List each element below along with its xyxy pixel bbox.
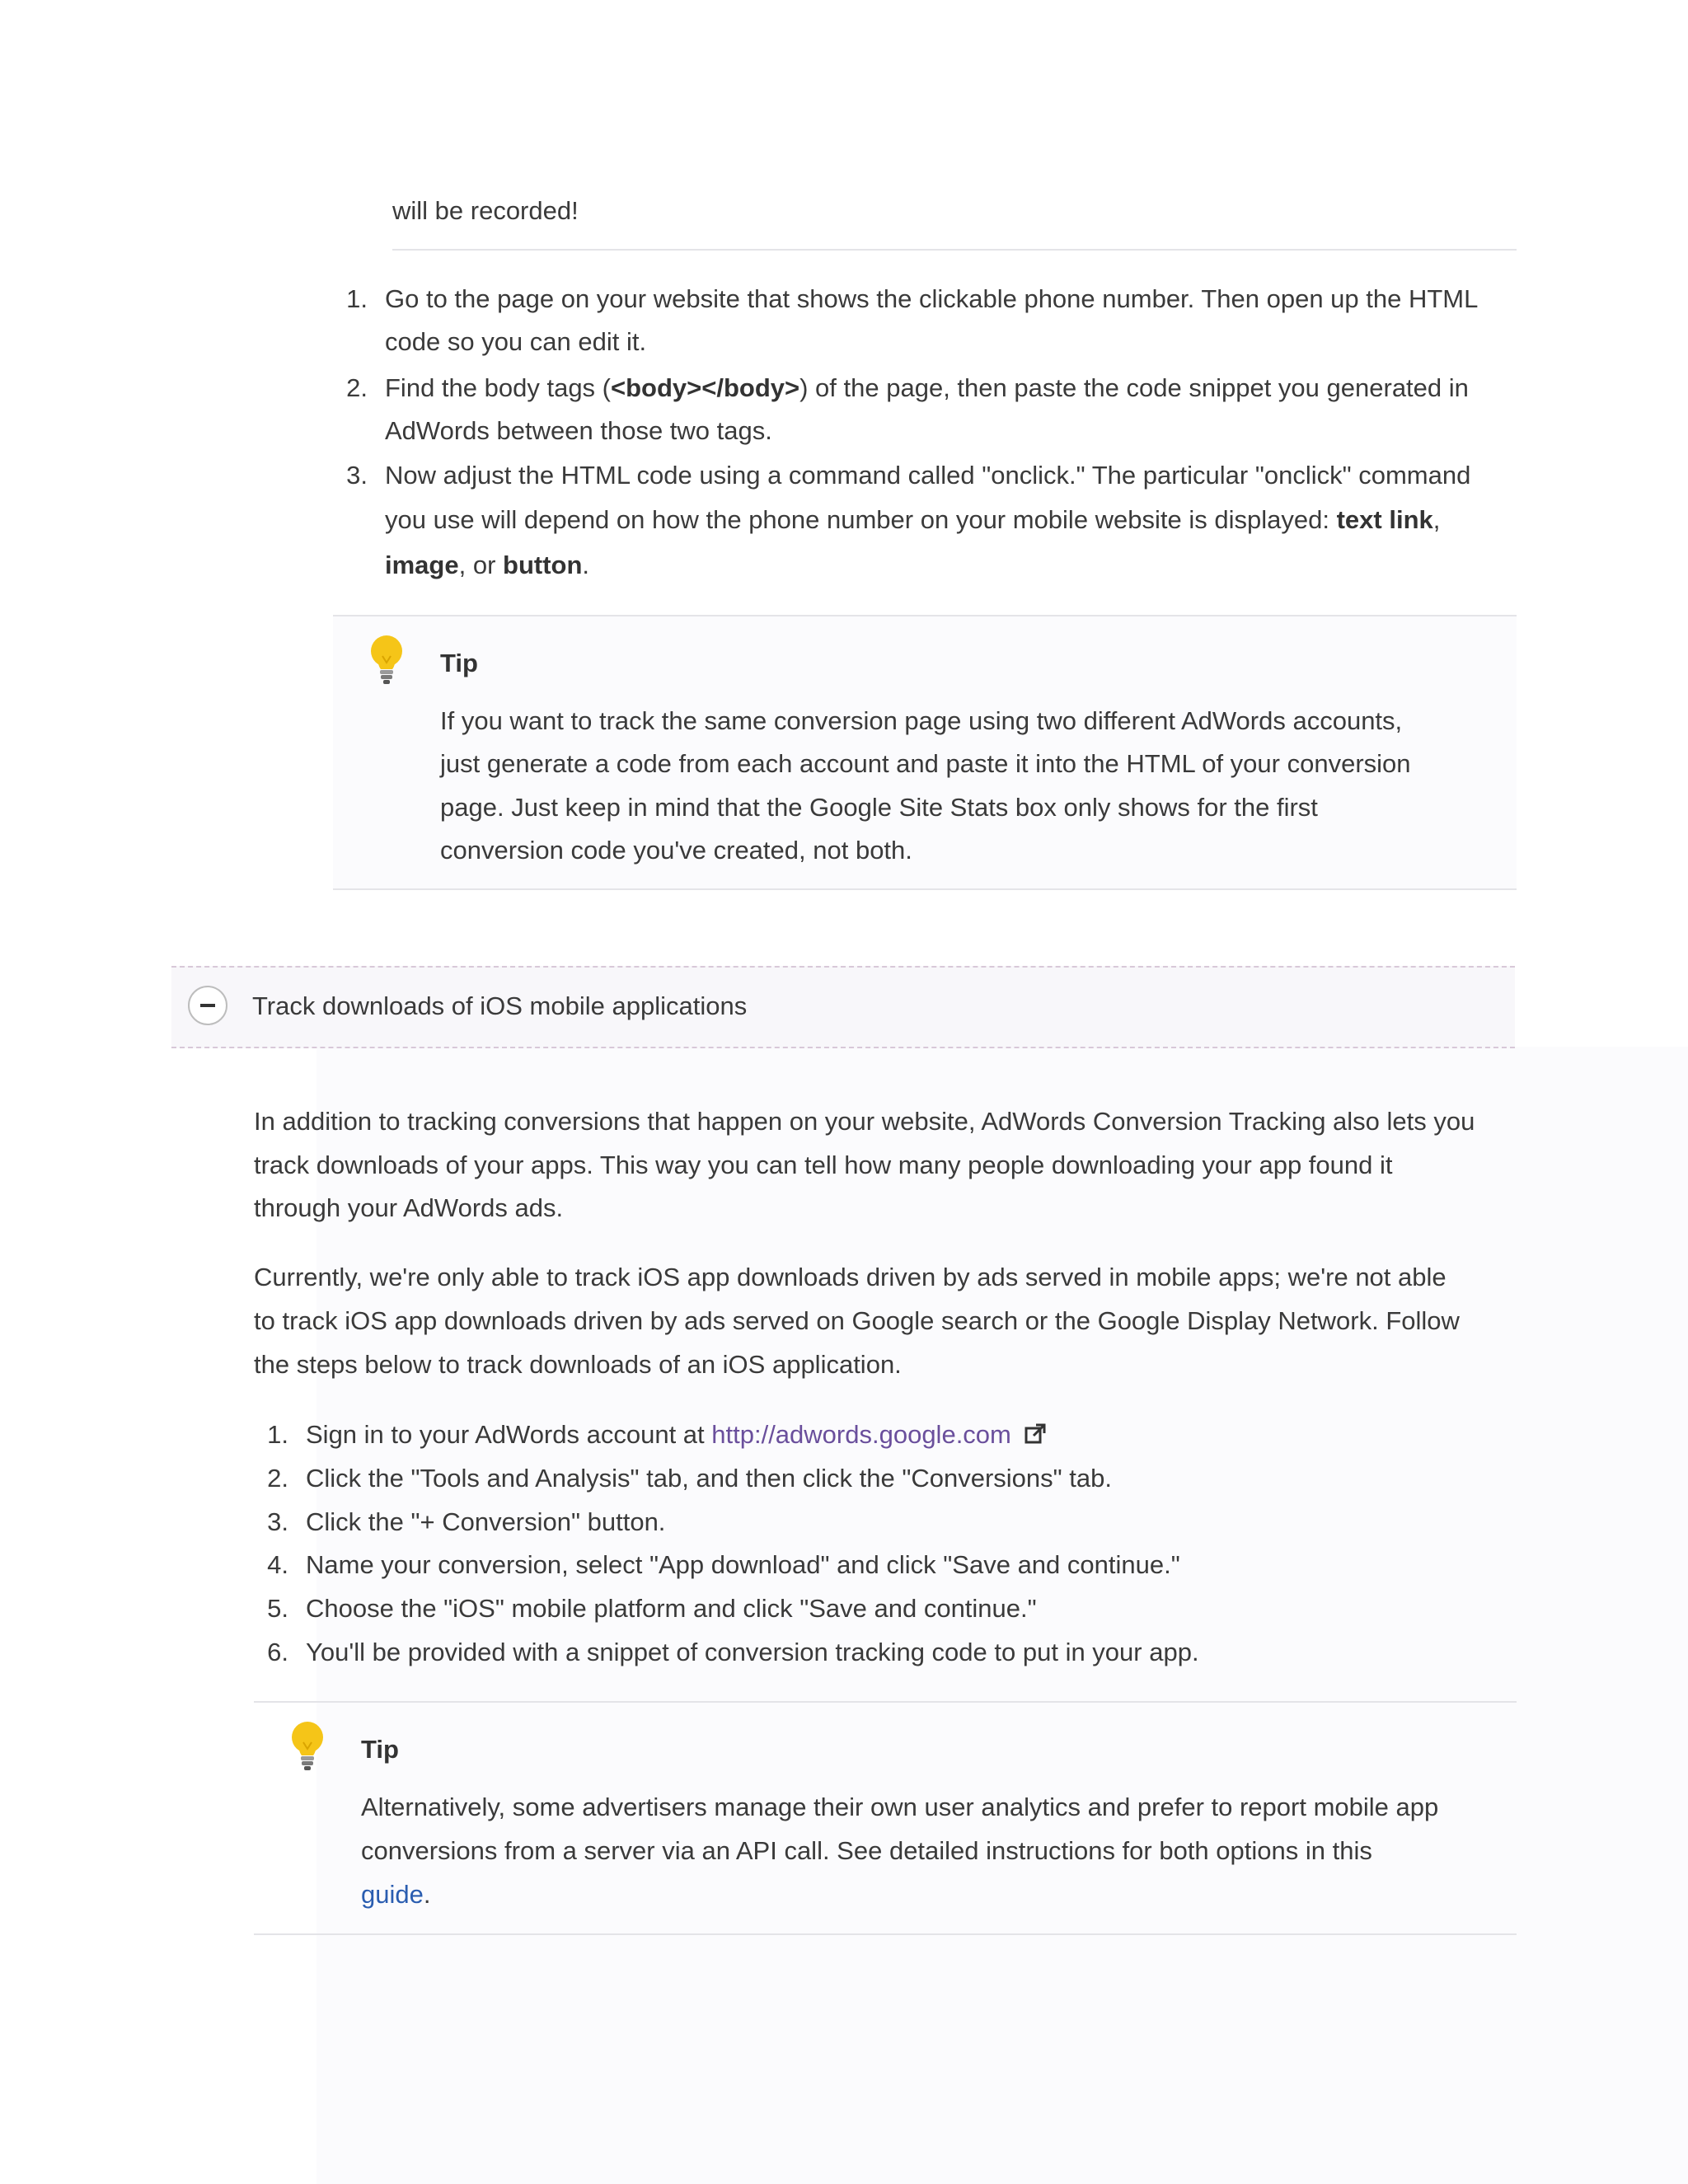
section-para2-line3: the steps below to track downloads of an iOS application. xyxy=(254,1350,902,1379)
tip1-bottom-divider xyxy=(333,888,1517,890)
section-para1-line3: through your AdWords ads. xyxy=(254,1193,564,1222)
step-b1-number: 1. xyxy=(267,1420,288,1449)
tip1-label: Tip xyxy=(440,649,478,677)
tip2-line1: Alternatively, some advertisers manage their own user analytics and prefer to report mobile app xyxy=(361,1793,1439,1821)
section-title[interactable]: Track downloads of iOS mobile applications xyxy=(252,991,748,1020)
section-para2-line2: to track iOS app downloads driven by ads served on Google search or the Google Display Network. Follow xyxy=(254,1306,1460,1335)
step-a3-line3 xyxy=(385,543,589,587)
tip1-line3: page. Just keep in mind that the Google Site Stats box only shows for the first xyxy=(440,793,1318,822)
lightbulb-icon xyxy=(288,1721,326,1774)
step-a2-line2: AdWords between those two tags. xyxy=(385,416,772,445)
step-a1-number: 1. xyxy=(346,284,368,313)
step-a2-line1 xyxy=(385,366,1469,410)
lightbulb-icon xyxy=(368,635,406,687)
section-para1-line1: In addition to tracking conversions that happen on your website, AdWords Conversion Tracking also lets you xyxy=(254,1107,1475,1136)
step-b3-text: Click the "+ Conversion" button. xyxy=(306,1507,666,1536)
step-b2-text: Click the "Tools and Analysis" tab, and then click the "Conversions" tab. xyxy=(306,1464,1112,1493)
section-para1-line2: track downloads of your apps. This way you can tell how many people downloading your app found it xyxy=(254,1151,1393,1179)
step-b4-text: Name your conversion, select "App download" and click "Save and continue." xyxy=(306,1550,1180,1579)
step-a3-line2-pre: you use will depend on how the phone number on your mobile website is displayed: xyxy=(385,505,1337,534)
step-b1-pre: Sign in to your AdWords account at xyxy=(306,1420,712,1449)
guide-link[interactable]: guide xyxy=(361,1880,424,1909)
body-tags-code: <body></body> xyxy=(611,373,800,402)
tip1-line2: just generate a code from each account and paste it into the HTML of your conversion xyxy=(440,749,1411,778)
button-term: button xyxy=(503,551,583,579)
adwords-link[interactable]: http://adwords.google.com xyxy=(711,1420,1011,1449)
tip2-trailing-period: . xyxy=(423,1880,431,1909)
step-b5-number: 5. xyxy=(267,1594,288,1623)
tip1-line4: conversion code you've created, not both. xyxy=(440,836,912,865)
image-term: image xyxy=(385,551,459,579)
step-b3-number: 3. xyxy=(267,1507,288,1536)
step-b4-number: 4. xyxy=(267,1550,288,1579)
tip2-top-divider xyxy=(254,1701,1517,1703)
intro-fragment: will be recorded! xyxy=(392,196,579,225)
tip2-label: Tip xyxy=(361,1735,399,1764)
step-a1-line2: code so you can edit it. xyxy=(385,327,647,356)
step-a2-text-pre: Find the body tags ( xyxy=(385,373,611,402)
step-a3-number: 3. xyxy=(346,461,368,490)
step-a3-line3-post: . xyxy=(582,551,590,579)
section-para2-line1: Currently, we're only able to track iOS app downloads driven by ads served in mobile apps; we're not able xyxy=(254,1263,1447,1291)
step-b5-text: Choose the "iOS" mobile platform and click "Save and continue." xyxy=(306,1594,1037,1623)
step-a3-line2 xyxy=(385,498,1440,541)
step-b6-number: 6. xyxy=(267,1638,288,1666)
step-b2-number: 2. xyxy=(267,1464,288,1493)
step-a3-line3-mid: , or xyxy=(458,551,504,579)
step-b6-text: You'll be provided with a snippet of conversion tracking code to put in your app. xyxy=(306,1638,1199,1666)
text-link-term: text link xyxy=(1336,505,1433,534)
step-a3-line2-post: , xyxy=(1432,505,1441,534)
tip2-bottom-divider xyxy=(254,1933,1517,1935)
step-a2-text-post: ) of the page, then paste the code snippet you generated in xyxy=(799,373,1469,402)
step-a1-line1: Go to the page on your website that shows the clickable phone number. Then open up the HTML xyxy=(385,284,1479,313)
tip1-top-divider xyxy=(333,615,1517,616)
step-b1-text xyxy=(306,1413,1047,1456)
tip1-line1: If you want to track the same conversion page using two different AdWords accounts, xyxy=(440,706,1403,735)
step-a2-number: 2. xyxy=(346,373,368,402)
tip2-line3 xyxy=(361,1872,430,1916)
external-link-icon[interactable] xyxy=(1024,1422,1047,1446)
step-a3-line1: Now adjust the HTML code using a command called "onclick." The particular "onclick" command xyxy=(385,461,1471,490)
collapse-minus-icon[interactable] xyxy=(188,986,227,1025)
intro-divider xyxy=(392,249,1517,251)
tip2-line2: conversions from a server via an API call. See detailed instructions for both options in this xyxy=(361,1836,1372,1865)
section-toggle-header[interactable] xyxy=(171,966,1515,1048)
